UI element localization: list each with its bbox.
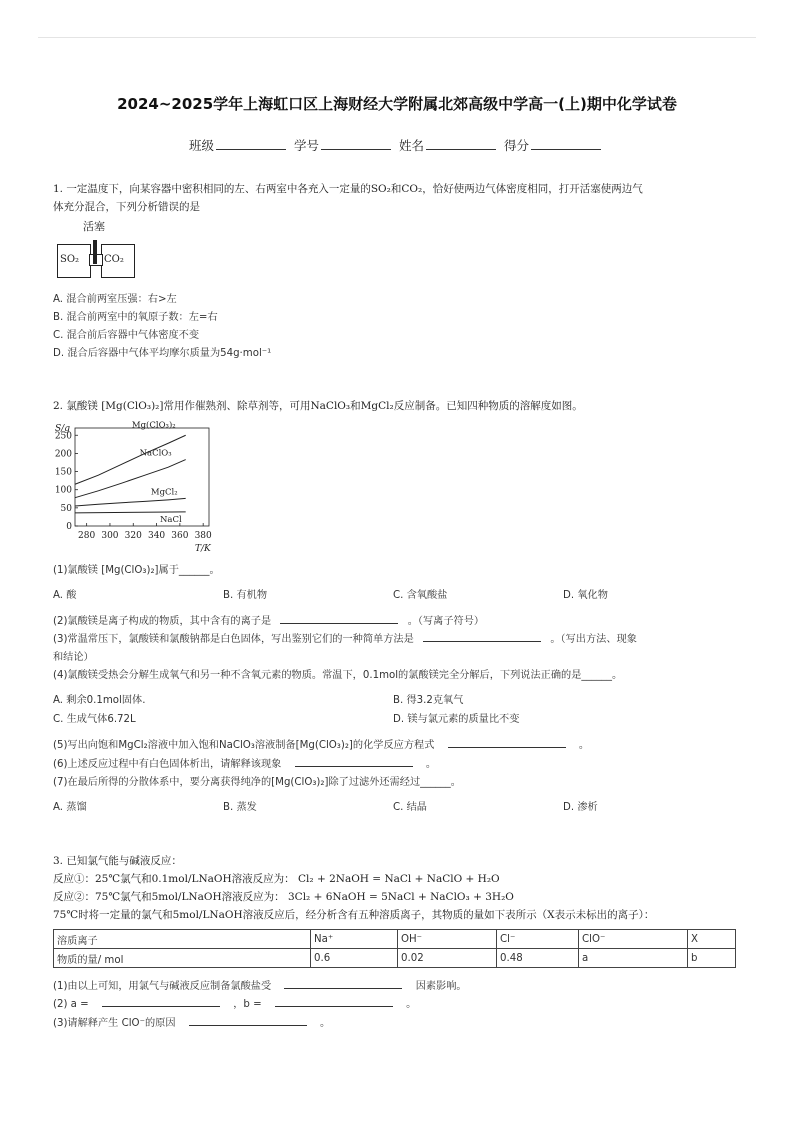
q2-sub7: (7)在最后所得的分散体系中，要分离获得纯净的[Mg(ClO₃)₂]除了过滤外还需经过______。	[53, 777, 461, 788]
q3-sub1: (1)由以上可知，用氯气与碱液反应制备氯酸盐受 因素影响。	[53, 977, 467, 992]
x-tick-label: 360	[171, 531, 189, 541]
table-cell: 物质的量/ mol	[54, 949, 311, 968]
top-divider	[38, 37, 756, 38]
field-score: 得分	[503, 138, 529, 153]
series-label: MgCl₂	[150, 487, 178, 498]
q2-sub7-option-d[interactable]: D. 渗析	[563, 802, 598, 813]
series-line-4	[75, 512, 186, 513]
q3-sub2: (2) a = ，b = 。	[53, 995, 416, 1010]
table-header-cell: 溶质离子	[54, 930, 311, 949]
q3-context: 75℃时将一定量的氯气和5mol/LNaOH溶液反应后，经分析含有五种溶质离子，其物质的量如下表所示（X表示未标出的离子）：	[53, 909, 655, 921]
table-cell: 0.6	[311, 949, 398, 968]
class-blank[interactable]	[216, 137, 286, 150]
q2-sub1-option-d[interactable]: D. 氧化物	[563, 590, 608, 601]
table-row	[54, 949, 736, 968]
y-tick-label: 150	[54, 467, 72, 478]
series-label: NaClO₃	[139, 448, 172, 459]
q3-b-answer-blank[interactable]	[275, 995, 393, 1007]
left-gas: SO₂	[60, 254, 80, 265]
table-cell: b	[688, 949, 736, 968]
piston-label: 活塞	[83, 220, 105, 233]
q2-sub3: (3)常温常压下，氯酸镁和氯酸钠都是白色固体，写出鉴别它们的一种简单方法是 。（写出方法、现象	[53, 630, 637, 645]
y-tick-label: 200	[54, 449, 72, 460]
chart-series	[75, 420, 186, 525]
q3-stem: 3. 已知氯气能与碱液反应：	[53, 855, 182, 867]
q2-sub4-option-d[interactable]: D. 镁与氯元素的质量比不变	[393, 714, 520, 725]
field-number: 学号	[293, 138, 319, 153]
x-tick-label: 300	[101, 531, 119, 541]
right-gas: CO₂	[104, 254, 124, 265]
score-blank[interactable]	[531, 137, 601, 150]
q2-sub4: (4)氯酸镁受热会分解生成氧气和另一种不含氧元素的物质。常温下，0.1mol的氯酸镁完全分解后，下列说法正确的是______。	[53, 670, 623, 681]
q2-sub3-line2: 和结论）	[53, 652, 94, 663]
page-title: 2024~2025学年上海虹口区上海财经大学附属北郊高级中学高一(上)期中化学试卷	[117, 95, 677, 113]
student-info-row	[0, 136, 794, 154]
table-header-cell: ClO⁻	[579, 930, 688, 949]
q2-sub4-option-c[interactable]: C. 生成气体6.72L	[53, 714, 136, 725]
number-blank[interactable]	[321, 137, 391, 150]
q2-sub4-option-b[interactable]: B. 得3.2克氧气	[393, 695, 464, 706]
q3-sub1-answer-blank[interactable]	[284, 977, 402, 989]
x-tick-label: 280	[78, 531, 96, 541]
q1-option-a[interactable]: A. 混合前两室压强：右>左	[53, 294, 177, 305]
y-axis-label: S/g	[55, 424, 70, 434]
series-label: Mg(ClO₃)₂	[131, 420, 176, 431]
table-cell: 0.48	[497, 949, 579, 968]
y-tick-label: 100	[54, 485, 72, 496]
q2-sub3-answer-blank[interactable]	[423, 630, 541, 642]
q2-stem: 2. 氯酸镁 [Mg(ClO₃)₂]常用作催熟剂、除草剂等，可用NaClO₃和MgCl₂反应制备。已知四种物质的溶解度如图。	[53, 400, 583, 412]
piston-icon	[93, 240, 97, 264]
q1-option-c[interactable]: C. 混合前后容器中气体密度不变	[53, 330, 200, 341]
q1-option-d[interactable]: D. 混合后容器中气体平均摩尔质量为54g·mol⁻¹	[53, 348, 272, 359]
x-tick-label: 380	[194, 531, 212, 541]
q2-sub1-option-b[interactable]: B. 有机物	[223, 590, 268, 601]
q2-sub2-answer-blank[interactable]	[280, 612, 398, 624]
q3-reaction1: 反应①：25℃氯气和0.1mol/LNaOH溶液反应为： Cl₂ + 2NaOH = NaCl + NaClO + H₂O	[53, 873, 500, 885]
q3-reaction2: 反应②：75℃氯气和5mol/LNaOH溶液反应为： 3Cl₂ + 6NaOH = 5NaCl + NaClO₃ + 3H₂O	[53, 891, 514, 903]
q3-sub3-answer-blank[interactable]	[189, 1014, 307, 1026]
table-header-cell: Cl⁻	[497, 930, 579, 949]
q1-apparatus-figure	[53, 218, 143, 280]
q2-sub2: (2)氯酸镁是离子构成的物质，其中含有的离子是 。（写离子符号）	[53, 612, 484, 627]
q3-sub3: (3)请解释产生 ClO⁻的原因 。	[53, 1014, 330, 1029]
q2-sub6: (6)上述反应过程中有白色固体析出，请解释该现象 。	[53, 755, 436, 770]
name-blank[interactable]	[426, 137, 496, 150]
q2-sub1-option-c[interactable]: C. 含氧酸盐	[393, 590, 448, 601]
table-cell: 0.02	[398, 949, 497, 968]
field-class: 班级	[188, 138, 214, 153]
series-line-1	[75, 435, 186, 484]
x-axis-label: T/K	[195, 544, 211, 554]
y-tick-label: 50	[60, 503, 72, 514]
q2-sub5-answer-blank[interactable]	[448, 736, 566, 748]
x-tick-label: 320	[124, 531, 142, 541]
q1-stem-line2: 体充分混合，下列分析错误的是	[53, 201, 200, 213]
chart-axes	[55, 424, 212, 554]
table-header-cell: Na⁺	[311, 930, 398, 949]
q2-sub6-answer-blank[interactable]	[295, 755, 413, 767]
q3-ion-table	[53, 929, 736, 968]
solubility-chart	[53, 420, 223, 555]
q2-sub7-option-b[interactable]: B. 蒸发	[223, 802, 257, 813]
q2-sub5: (5)写出向饱和MgCl₂溶液中加入饱和NaClO₃溶液制备[Mg(ClO₃)₂]的化学反应方程式 。	[53, 736, 589, 751]
q2-sub7-option-c[interactable]: C. 结晶	[393, 802, 427, 813]
y-tick-label: 250	[54, 431, 72, 442]
q1-option-b[interactable]: B. 混合前两室中的氧原子数：左=右	[53, 312, 218, 323]
field-name: 姓名	[398, 138, 424, 153]
series-label: NaCl	[159, 514, 182, 525]
q3-a-answer-blank[interactable]	[102, 995, 220, 1007]
x-tick-label: 340	[147, 531, 166, 541]
table-header-row	[54, 930, 736, 949]
q1-stem-line1: 1. 一定温度下，向某容器中密积相同的左、右两室中各充入一定量的SO₂和CO₂，恰好使两边气体密度相同，打开活塞使两边气	[53, 183, 643, 195]
q2-sub1-option-a[interactable]: A. 酸	[53, 590, 77, 601]
q2-sub1: (1)氯酸镁 [Mg(ClO₃)₂]属于______。	[53, 565, 220, 576]
series-line-3	[75, 498, 186, 506]
y-tick-label: 0	[66, 522, 72, 532]
q2-sub4-option-a[interactable]: A. 剩余0.1mol固体.	[53, 695, 146, 706]
plot-frame	[75, 428, 209, 526]
table-cell: a	[579, 949, 688, 968]
table-header-cell: OH⁻	[398, 930, 497, 949]
q2-sub7-option-a[interactable]: A. 蒸馏	[53, 802, 87, 813]
table-header-cell: X	[688, 930, 736, 949]
